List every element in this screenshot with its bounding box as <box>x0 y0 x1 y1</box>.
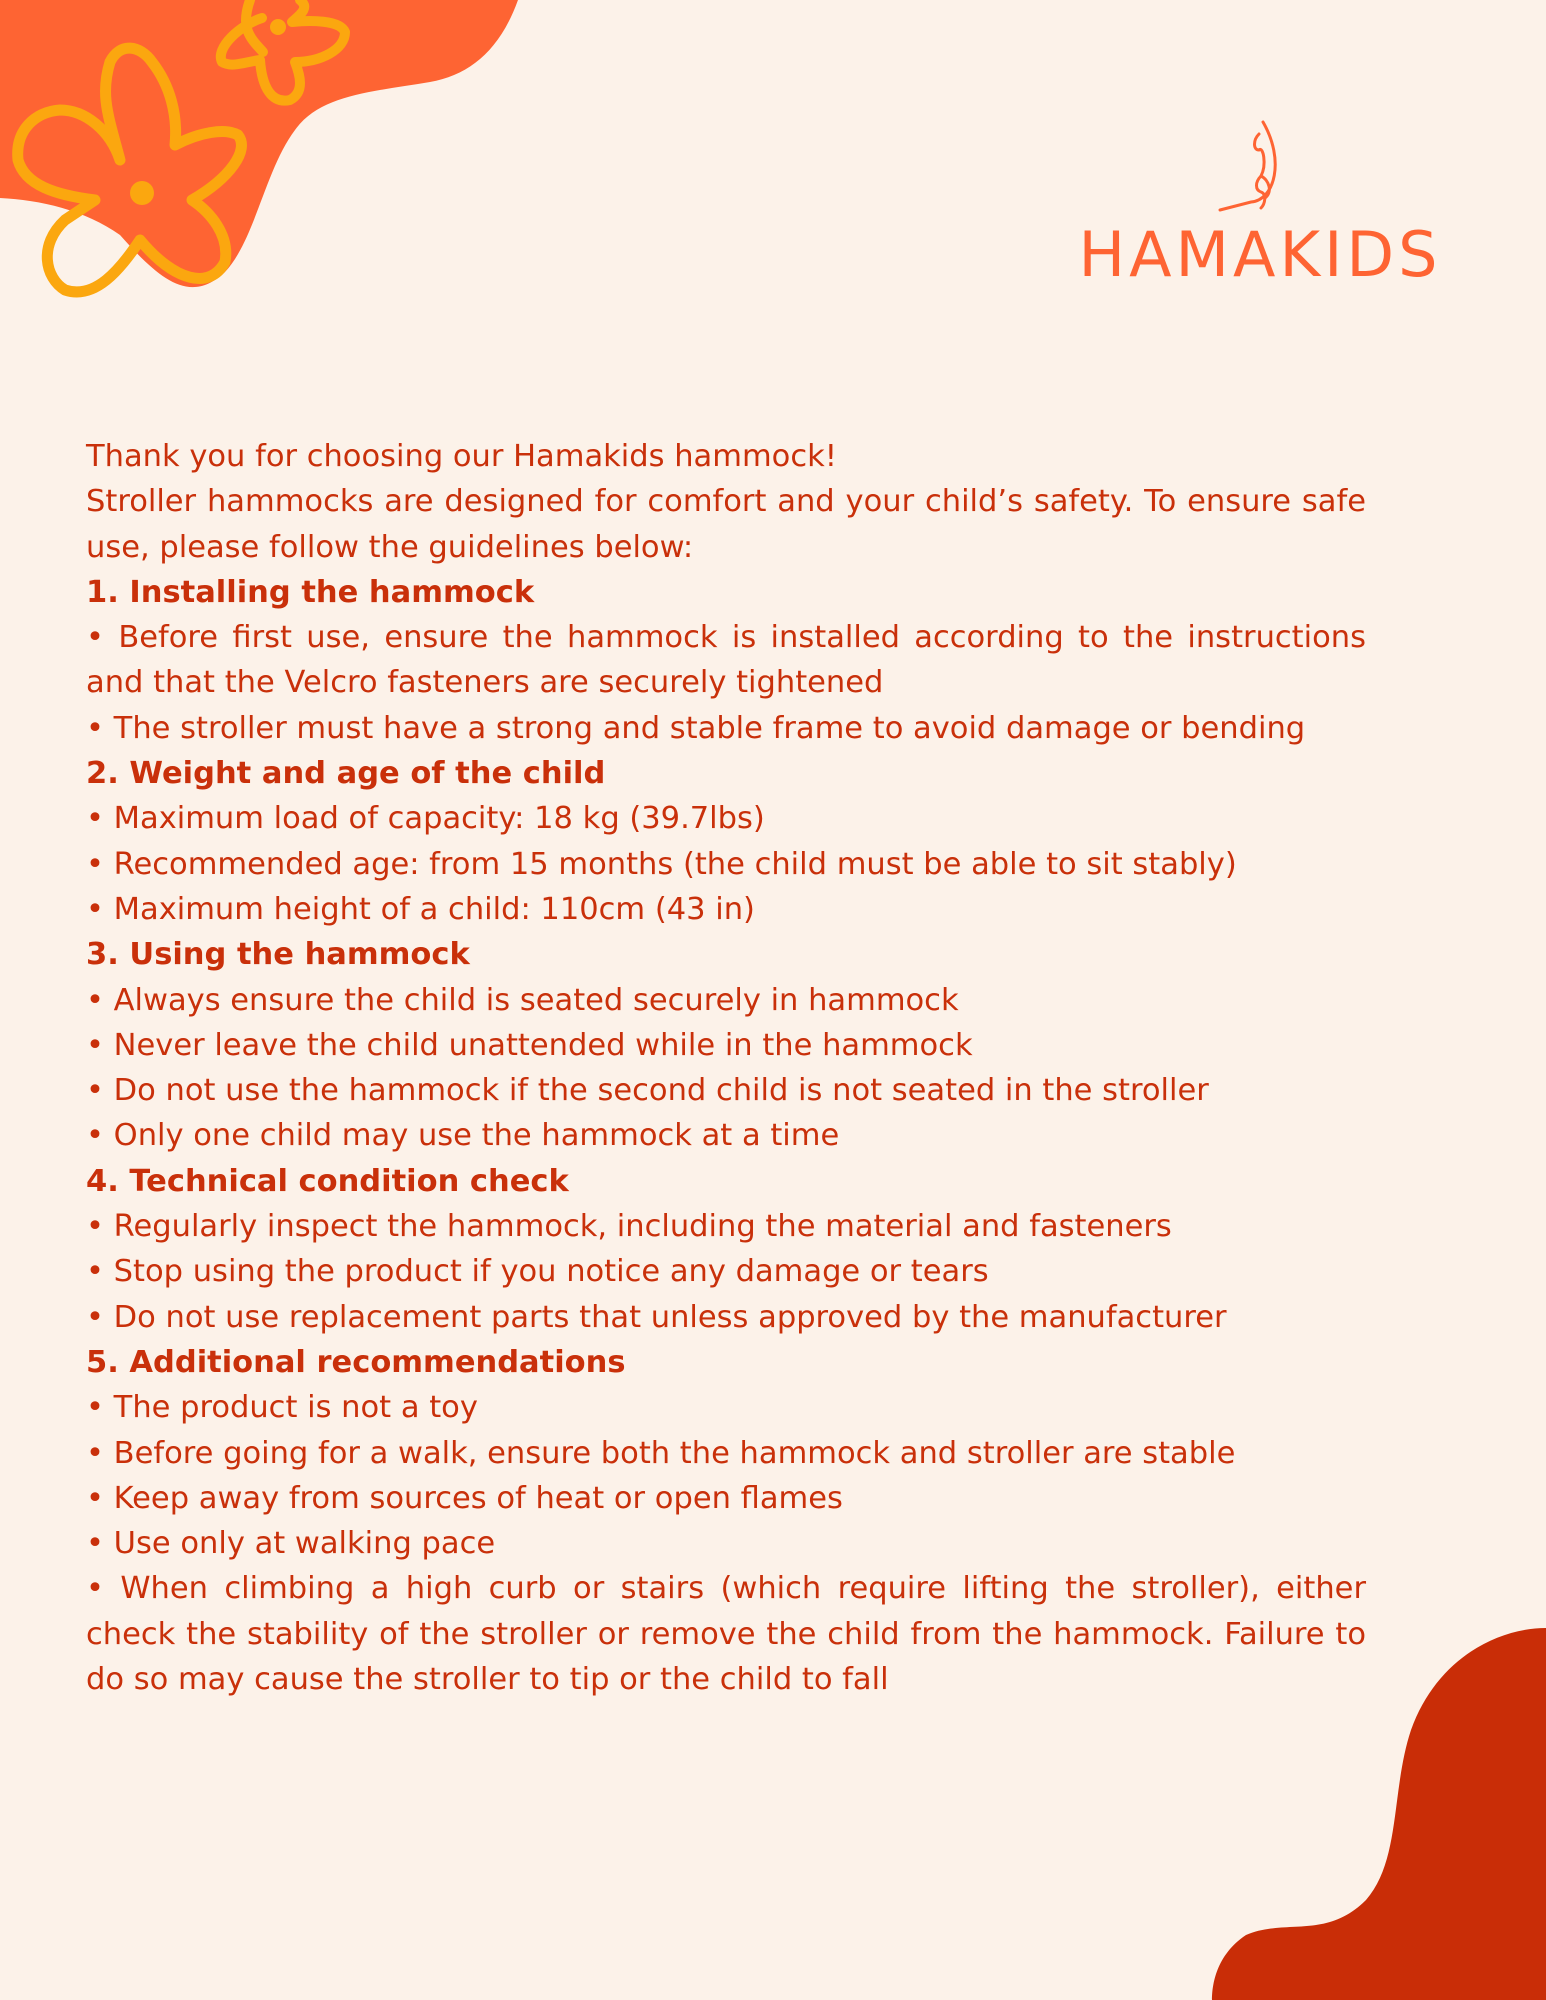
list-item: • Recommended age: from 15 months (the child must be able to sit stably) <box>86 846 1237 882</box>
greeting-text: Thank you for choosing our Hamakids hammock! <box>86 439 837 474</box>
decorative-blob-top-left <box>0 0 620 320</box>
flower-small-center <box>270 19 286 35</box>
section-title: 5. Additional recommendations <box>86 1344 626 1380</box>
section-technical-check <box>86 1159 1366 1340</box>
list-item: • Maximum height of a child: 110cm (43 in) <box>86 891 755 927</box>
list-item: • Do not use the hammock if the second child is not seated in the stroller <box>86 1073 1209 1109</box>
list-item: • Always ensure the child is seated securely in hammock <box>86 982 959 1018</box>
section-additional <box>86 1340 1366 1702</box>
brand-name: HAMAKIDS <box>1078 218 1442 291</box>
safety-guidelines <box>86 434 1366 1702</box>
list-item: • Only one child may use the hammock at a time <box>86 1118 840 1154</box>
hammock-child-icon <box>1215 120 1305 220</box>
list-item: • Before first use, ensure the hammock is installed according to the instructions and that the Velcro fasteners are securely tightened <box>86 620 1366 701</box>
section-title: 3. Using the hammock <box>86 937 470 973</box>
list-item: • The stroller must have a strong and stable frame to avoid damage or bending <box>86 710 1306 746</box>
list-item: • Stop using the product if you notice any damage or tears <box>86 1254 989 1290</box>
list-item: • When climbing a high curb or stairs (which require lifting the stroller), either check the stability of the stroller or remove the child from the hammock. Failure to do so may cause the stroller to tip or the child to fall <box>86 1571 1366 1698</box>
list-item: • Before going for a walk, ensure both the hammock and stroller are stable <box>86 1435 1236 1471</box>
section-title: 2. Weight and age of the child <box>86 756 606 792</box>
brand-logo <box>1040 120 1480 291</box>
intro-text: Stroller hammocks are designed for comfort and your child’s safety. To ensure safe use, please follow the guidelines below: <box>86 484 1366 565</box>
list-item: • Use only at walking pace <box>86 1526 496 1562</box>
section-installing <box>86 570 1366 751</box>
flower-large-center <box>130 181 154 205</box>
list-item: • Regularly inspect the hammock, including the material and fasteners <box>86 1209 1172 1245</box>
section-weight-age <box>86 751 1366 932</box>
list-item: • Do not use replacement parts that unless approved by the manufacturer <box>86 1299 1227 1335</box>
section-title: 1. Installing the hammock <box>86 574 535 610</box>
list-item: • Maximum load of capacity: 18 kg (39.7lbs) <box>86 801 765 837</box>
section-title: 4. Technical condition check <box>86 1163 569 1199</box>
list-item: • Keep away from sources of heat or open flames <box>86 1480 843 1516</box>
list-item: • The product is not a toy <box>86 1390 478 1426</box>
section-using <box>86 932 1366 1158</box>
list-item: • Never leave the child unattended while in the hammock <box>86 1027 973 1063</box>
